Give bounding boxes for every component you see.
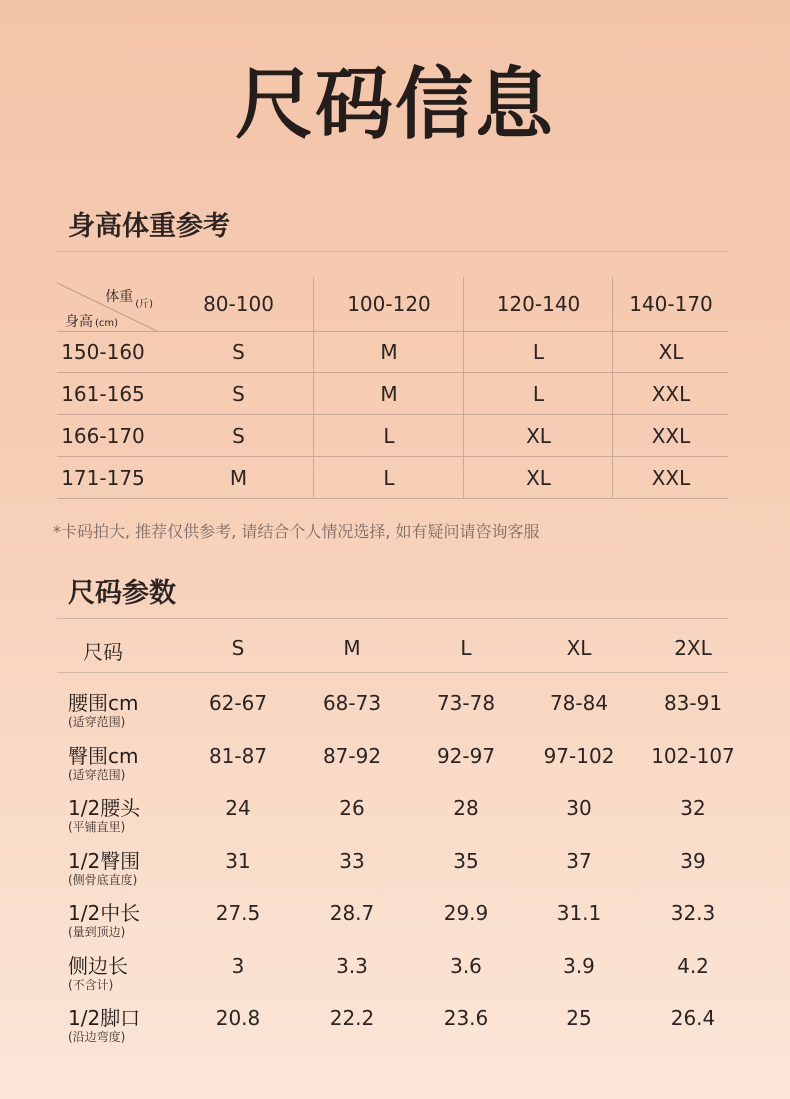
size-cell: L <box>463 331 613 372</box>
param-note: (沿边弯度) <box>68 1030 126 1044</box>
height-range-cell: 171-175 <box>61 465 145 490</box>
param-value: 23.6 <box>443 1006 489 1030</box>
param-value: 73-78 <box>436 691 496 715</box>
param-value: 39 <box>680 848 706 873</box>
size-cell: M <box>313 331 464 372</box>
size-cell: S <box>232 381 245 406</box>
param-value: 20.8 <box>215 1006 261 1030</box>
table-row <box>57 373 728 415</box>
param-label <box>68 797 188 835</box>
size-cell: L <box>313 415 464 456</box>
param-value: 29.9 <box>443 901 489 925</box>
param-label <box>68 1007 188 1045</box>
height-range-cell: 161-165 <box>61 381 145 406</box>
corner-weight-unit: (斤) <box>135 299 153 310</box>
section-divider <box>57 251 728 252</box>
size-cell: L <box>463 373 613 414</box>
height-range-cell: 150-160 <box>61 339 145 364</box>
param-row <box>57 692 728 744</box>
size-header-cell: XL <box>566 636 592 660</box>
param-value: 31.1 <box>556 901 602 925</box>
page-title: 尺码信息 <box>234 60 555 150</box>
param-note: (适穿范围) <box>68 715 126 729</box>
size-cell: XXL <box>612 415 729 456</box>
size-cell: L <box>313 457 464 498</box>
param-name: 1/2中长 <box>68 901 141 925</box>
corner-weight-label: 体重 <box>105 289 134 305</box>
corner-height-unit: (cm) <box>95 318 119 329</box>
header-divider <box>57 672 728 673</box>
param-value: 3.9 <box>563 953 595 978</box>
param-label <box>68 692 188 730</box>
param-name: 侧边长 <box>68 953 128 978</box>
param-note: (量到顶边) <box>68 925 126 939</box>
param-value: 97-102 <box>543 743 615 768</box>
param-row <box>57 1007 728 1059</box>
size-header-label: 尺码 <box>83 640 123 664</box>
size-cell: M <box>313 373 464 414</box>
param-value: 30 <box>566 796 592 820</box>
param-value: 22.2 <box>329 1006 375 1030</box>
param-row <box>57 850 728 902</box>
param-value: 33 <box>339 848 365 873</box>
param-name: 1/2脚口 <box>68 1006 141 1030</box>
param-name: 1/2腰头 <box>68 796 141 820</box>
section-title-height-weight: 身高体重参考 <box>68 211 230 242</box>
weight-header-cell: 100-120 <box>313 277 464 331</box>
param-value: 28 <box>453 796 479 820</box>
corner-height-label: 身高 <box>65 314 93 330</box>
param-value: 62-67 <box>208 691 268 715</box>
param-value: 3 <box>231 953 245 978</box>
param-name: 1/2臀围 <box>68 848 141 873</box>
weight-header-cell: 80-100 <box>203 292 274 316</box>
param-label <box>68 955 188 993</box>
size-cell: S <box>232 339 245 364</box>
size-cell: M <box>229 465 248 490</box>
param-value: 3.3 <box>336 953 368 978</box>
size-param-header-row <box>57 620 728 672</box>
param-value: 31 <box>225 848 251 873</box>
size-header-cell: S <box>231 636 245 660</box>
section-title-size-params: 尺码参数 <box>68 578 176 609</box>
param-value: 27.5 <box>215 901 261 925</box>
param-value: 87-92 <box>322 743 382 768</box>
table-row <box>57 415 728 457</box>
weight-header-cell: 120-140 <box>463 277 613 331</box>
size-cell: XXL <box>612 457 729 498</box>
param-value: 102-107 <box>651 743 735 768</box>
param-value: 35 <box>453 848 479 873</box>
section-divider <box>57 618 728 619</box>
param-note: (不含计) <box>68 977 114 992</box>
param-value: 28.7 <box>329 901 375 925</box>
param-value: 32 <box>680 796 706 820</box>
param-value: 25 <box>566 1006 592 1030</box>
param-value: 4.2 <box>677 953 709 978</box>
size-header-cell: L <box>460 636 472 660</box>
height-range-cell: 166-170 <box>61 423 145 448</box>
param-note: (平铺直里) <box>68 820 126 834</box>
param-value: 32.3 <box>670 901 716 925</box>
weight-header-cell: 140-170 <box>612 277 729 331</box>
table-header-row <box>57 277 728 332</box>
param-value: 81-87 <box>208 743 268 768</box>
table-row <box>57 457 728 499</box>
table-row <box>57 331 728 373</box>
param-name: 臀围cm <box>68 743 139 768</box>
param-value: 37 <box>566 848 592 873</box>
param-row <box>57 797 728 849</box>
size-cell: S <box>232 423 245 448</box>
size-cell: XL <box>463 457 613 498</box>
param-value: 92-97 <box>436 743 496 768</box>
param-label <box>68 850 188 888</box>
param-value: 26.4 <box>670 1006 716 1030</box>
param-label <box>68 745 188 783</box>
param-value: 68-73 <box>322 691 382 715</box>
param-value: 26 <box>339 796 365 820</box>
param-value: 78-84 <box>549 691 609 715</box>
param-value: 24 <box>225 796 251 820</box>
corner-header-cell <box>57 277 157 331</box>
param-value: 3.6 <box>450 953 482 978</box>
size-cell: XXL <box>612 373 729 414</box>
param-note: (适穿范围) <box>68 767 126 782</box>
size-header-cell: 2XL <box>674 636 712 660</box>
param-row <box>57 902 728 954</box>
size-cell: XL <box>463 415 613 456</box>
param-label <box>68 902 188 940</box>
size-cell: XL <box>612 331 729 372</box>
param-value: 83-91 <box>663 691 723 715</box>
param-row <box>57 743 735 797</box>
param-note: (侧骨底直度) <box>68 872 138 887</box>
param-name: 腰围cm <box>68 691 139 715</box>
size-header-cell: M <box>343 636 361 660</box>
size-note: *卡码拍大, 推荐仅供参考, 请结合个人情况选择, 如有疑问请咨询客服 <box>53 522 540 541</box>
param-row <box>57 955 728 1007</box>
